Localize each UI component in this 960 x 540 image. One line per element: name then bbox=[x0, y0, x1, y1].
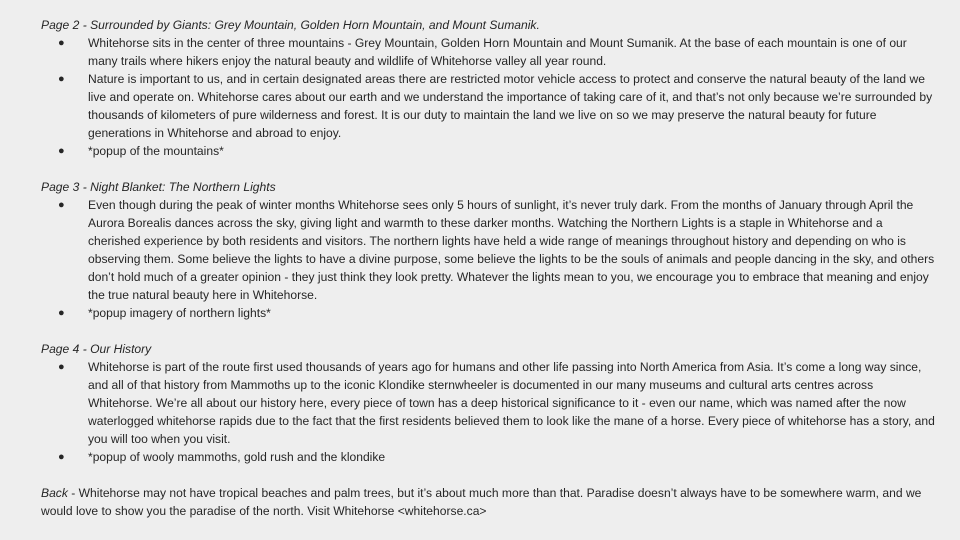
bullet-icon: ● bbox=[58, 199, 65, 211]
bullet-list bbox=[41, 196, 940, 322]
section-heading bbox=[41, 178, 940, 196]
section-heading bbox=[41, 16, 940, 34]
bullet-icon: ● bbox=[58, 37, 65, 49]
list-item bbox=[41, 448, 940, 466]
section-page-2 bbox=[41, 16, 940, 160]
section-title: Page 3 - Night Blanket: The Northern Lights bbox=[41, 180, 276, 194]
section-page-4 bbox=[41, 340, 940, 466]
list-item-text: Nature is important to us, and in certain designated areas there are restricted motor vehicle access to protect and conserve the natural beauty of the land we live and operate on. Whitehorse cares about our earth and we understand the importance of taking care of it, and that’s not only because we’re surrounded by thousands of kilometers of pure wilderness and forest. It is our duty to maintain the land we live on so we may preserve the natural beauty for future generations in Whitehorse and abroad to enjoy. bbox=[88, 72, 933, 140]
list-item bbox=[41, 142, 940, 160]
list-item bbox=[41, 358, 940, 448]
bullet-icon: ● bbox=[58, 451, 65, 463]
section-page-3 bbox=[41, 178, 940, 322]
list-item-text: Even though during the peak of winter months Whitehorse sees only 5 hours of sunlight, it’s never truly dark. From the months of January through April the Aurora Borealis dances across the sky, giving light and warmth to these darker months. Watching the Northern Lights is a staple in Whitehorse and a cherished experience by both residents and visitors. The northern lights have held a wide range of meanings throughout history and depending on who is observing them. Some believe the lights to have a divine purpose, some believe the lights to be the souls of animals and people dancing in the sky, and others don’t hold much of a greater opinion - they just think they look pretty. Whatever the lights mean to you, we encourage you to embrace that meaning and enjoy the true natural beauty here in Whitehorse. bbox=[88, 198, 935, 302]
spacer bbox=[41, 160, 940, 178]
spacer bbox=[41, 466, 940, 484]
back-title: Back bbox=[41, 486, 68, 500]
list-item-text: Whitehorse is part of the route first used thousands of years ago for humans and other life passing into North America from Asia. It’s come a long way since, and all of that history from Mammoths up to the iconic Klondike sternwheeler is documented in our many museums and cultural arts centres across Whitehorse. We’re all about our history here, every piece of town has a deep historical significance to it - even our name, which was named after the now waterlogged whitehorse rapids due to the fact that the first residents believed them to look like the mane of a horse. Every piece of whitehorse has a story, and you will too when you visit. bbox=[88, 360, 935, 446]
list-item bbox=[41, 34, 940, 70]
list-item-text: *popup of the mountains* bbox=[88, 144, 224, 158]
bullet-icon: ● bbox=[58, 73, 65, 85]
list-item bbox=[41, 196, 940, 304]
section-heading bbox=[41, 340, 940, 358]
section-subtitle: Grey Mountain, Golden Horn Mountain, and Mount Sumanik. bbox=[211, 18, 540, 32]
section-back bbox=[41, 484, 940, 520]
bullet-icon: ● bbox=[58, 307, 65, 319]
bullet-list bbox=[41, 358, 940, 466]
spacer bbox=[41, 322, 940, 340]
section-title: Page 4 - Our History bbox=[41, 342, 152, 356]
list-item-text: *popup of wooly mammoths, gold rush and the klondike bbox=[88, 450, 386, 464]
bullet-list bbox=[41, 34, 940, 160]
bullet-icon: ● bbox=[58, 145, 65, 157]
section-title: Page 2 - Surrounded by Giants: bbox=[41, 18, 212, 32]
list-item bbox=[41, 304, 940, 322]
bullet-icon: ● bbox=[58, 361, 65, 373]
list-item bbox=[41, 70, 940, 142]
list-item-text: Whitehorse sits in the center of three mountains - Grey Mountain, Golden Horn Mountain and Mount Sumanik. At the base of each mountain is one of our many trails where hikers enjoy the natural beauty and wildlife of Whitehorse valley all year round. bbox=[88, 36, 907, 68]
back-text: - Whitehorse may not have tropical beaches and palm trees, but it’s about much more than that. Paradise doesn’t always have to be somewhere warm, and we would love to show you the paradise of the north. Visit Whitehorse <whitehorse.ca> bbox=[41, 486, 922, 518]
list-item-text: *popup imagery of northern lights* bbox=[88, 306, 271, 320]
